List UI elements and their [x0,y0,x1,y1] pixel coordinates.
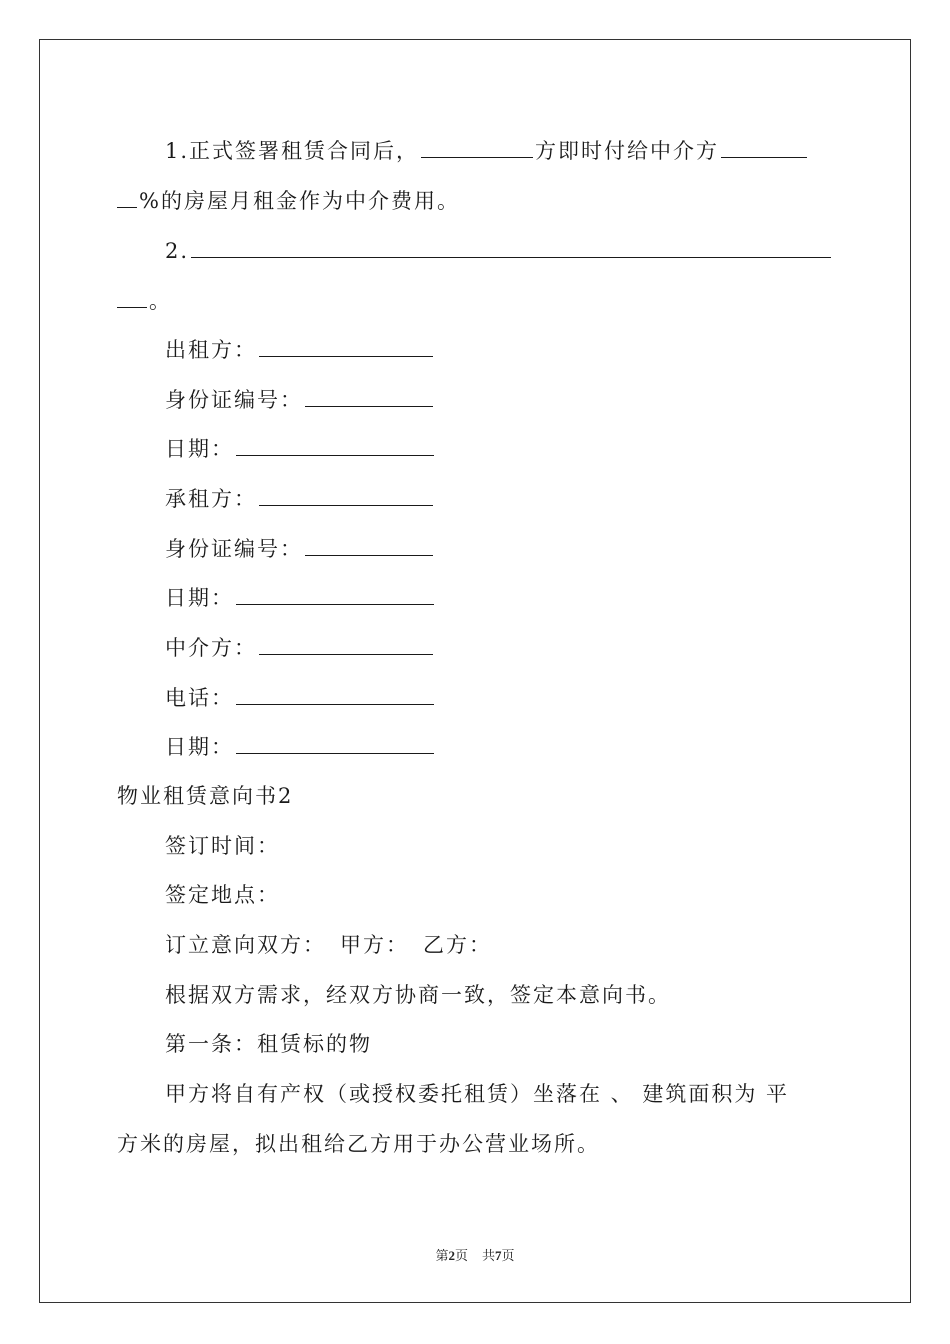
lessor-date-row [165,433,436,464]
page-suffix: 页 [454,1248,468,1263]
clause-2-end: 。 [149,289,172,313]
lessor-label: 出租方： [165,338,257,362]
clause-1-mid: 方即时付给中介方 [535,139,720,163]
agent-field[interactable] [259,632,433,655]
page-total: 7 [495,1248,502,1263]
section-2-title: 物业租赁意向书2 [117,784,294,808]
page-footer [0,1247,950,1265]
lessee-date-field[interactable] [236,582,434,605]
agent-label: 中介方： [165,636,257,660]
article-1-line-1: 甲方将自有产权（或授权委托租赁）坐落在 、 建筑面积为 平 [165,1082,790,1106]
lessee-id-field[interactable] [305,533,433,556]
party-b-label: 乙方： [423,933,492,957]
agent-row [165,632,435,663]
blank-percent-field-a[interactable] [721,135,807,158]
lessee-label: 承租方： [165,487,257,511]
lessor-date-label: 日期： [165,437,234,461]
clause-1-line-2 [117,185,460,216]
agent-phone-row [165,682,436,713]
party-a-label: 甲方： [340,933,409,957]
total-prefix: 共 [482,1248,496,1263]
lessor-field[interactable] [259,334,433,357]
lessee-date-row [165,582,436,613]
lessor-id-label: 身份证编号： [165,388,303,412]
blank-clause-2-field-a[interactable] [191,235,831,258]
lessee-row [165,483,435,514]
lessee-field[interactable] [259,483,433,506]
lessee-id-label: 身份证编号： [165,537,303,561]
parties-label: 订立意向双方： [165,933,326,957]
clause-1-line-1 [165,135,809,166]
agent-date-field[interactable] [236,731,434,754]
clause-1-continuation: %的房屋月租金作为中介费用。 [139,189,460,213]
clause-2-line-1 [165,235,833,266]
lessor-date-field[interactable] [236,433,434,456]
sign-time: 签订时间： [165,834,280,858]
agent-date-label: 日期： [165,735,234,759]
total-suffix: 页 [501,1248,515,1263]
page-frame [39,39,911,1303]
agent-phone-field[interactable] [236,682,434,705]
lessee-date-label: 日期： [165,586,234,610]
agent-date-row [165,731,436,762]
basis-text: 根据双方需求，经双方协商一致，签定本意向书。 [165,983,671,1007]
blank-party-field[interactable] [421,135,533,158]
blank-clause-2-field-b[interactable] [117,285,147,308]
clause-2-prefix: 2. [165,239,190,263]
lessor-row [165,334,435,365]
page-prefix: 第 [435,1248,449,1263]
parties-row [165,930,492,960]
blank-percent-field-b[interactable] [117,185,137,208]
clause-2-line-2 [117,285,172,316]
lessor-id-field[interactable] [305,384,433,407]
article-1-line-2: 方米的房屋，拟出租给乙方用于办公营业场所。 [117,1132,600,1156]
lessor-id-row [165,384,435,415]
lessee-id-row [165,533,435,564]
sign-place: 签定地点： [165,883,280,907]
page-current: 2 [448,1248,455,1263]
clause-1-prefix: 1.正式签署租赁合同后， [165,139,420,163]
agent-phone-label: 电话： [165,686,234,710]
article-1-title: 第一条：租赁标的物 [165,1032,372,1056]
